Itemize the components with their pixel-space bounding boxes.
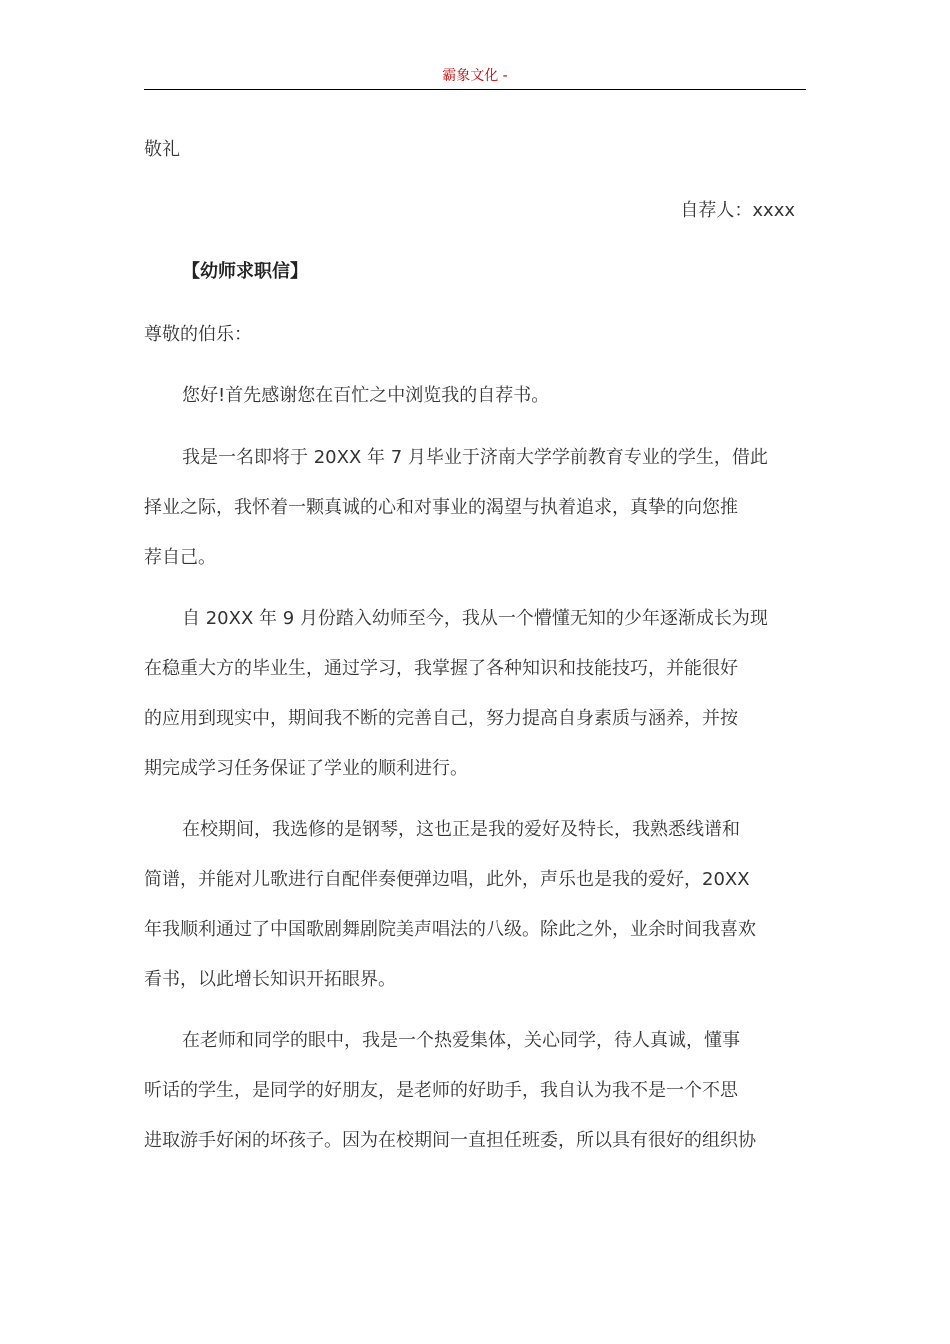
paragraph-line: 在老师和同学的眼中，我是一个热爱集体，关心同学，待人真诚，懂事: [182, 1030, 740, 1051]
letter-heading: 【幼师求职信】: [182, 261, 308, 282]
paragraph-line: 在校期间，我选修的是钢琴，这也正是我的爱好及特长，我熟悉线谱和: [182, 819, 740, 840]
paragraph-line: 进取游手好闲的坏孩子。因为在校期间一直担任班委，所以具有很好的组织协: [144, 1130, 756, 1151]
paragraph-line: 期完成学习任务保证了学业的顺利进行。: [144, 758, 468, 779]
paragraph-line: 您好!首先感谢您在百忙之中浏览我的自荐书。: [182, 385, 550, 406]
paragraph-line: 看书，以此增长知识开拓眼界。: [144, 969, 396, 990]
paragraph-line: 我是一名即将于 20XX 年 7 月毕业于济南大学学前教育专业的学生，借此: [182, 447, 768, 468]
paragraph-line: 荐自己。: [144, 547, 216, 568]
paragraph-line: 择业之际，我怀着一颗真诚的心和对事业的渴望与执着追求，真挚的向您推: [144, 497, 738, 518]
paragraph-line: 简谱，并能对儿歌进行自配伴奏便弹边唱，此外，声乐也是我的爱好，20XX: [144, 869, 750, 890]
header-divider: [144, 89, 806, 90]
paragraph-line: 在稳重大方的毕业生，通过学习，我掌握了各种知识和技能技巧，并能很好: [144, 658, 738, 679]
paragraph-line: 的应用到现实中，期间我不断的完善自己，努力提高自身素质与涵养，并按: [144, 708, 738, 729]
paragraph-line: 年我顺利通过了中国歌剧舞剧院美声唱法的八级。除此之外，业余时间我喜欢: [144, 919, 756, 940]
paragraph-line: 自 20XX 年 9 月份踏入幼师至今，我从一个懵懂无知的少年逐渐成长为现: [182, 608, 768, 629]
paragraph-line: 听话的学生，是同学的好朋友，是老师的好助手，我自认为我不是一个不思: [144, 1080, 738, 1101]
closing-salutation: 敬礼: [144, 139, 180, 160]
header-title: 霸象文化 -: [442, 68, 508, 84]
letter-greeting: 尊敬的伯乐：: [144, 324, 252, 345]
signature: 自荐人：xxxx: [680, 200, 795, 221]
